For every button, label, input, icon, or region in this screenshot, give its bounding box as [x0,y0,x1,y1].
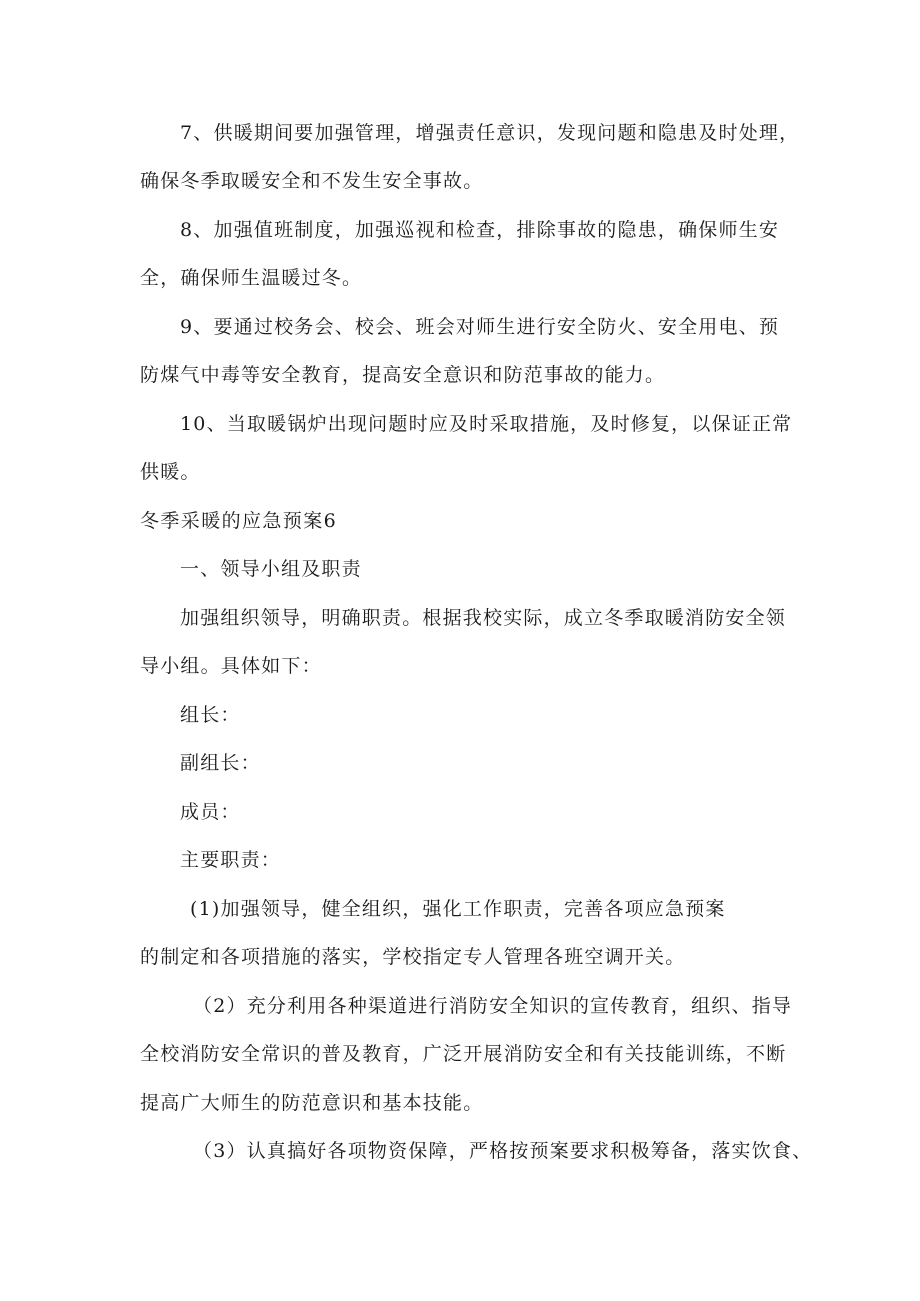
label-deputy-leader: 副组长： [180,752,261,774]
text-line-duty2-c: 提高广大师生的防范意识和基本技能。 [140,1092,484,1114]
label-members: 成员： [180,801,241,823]
text-line-duty2-a: （2）充分利用各种渠道进行消防安全知识的宣传教育，组织、指导 [193,995,793,1017]
label-main-duties: 主要职责： [180,849,282,871]
label-leader: 组长： [180,704,241,726]
text-line-duty3-a: （3）认真搞好各项物资保障，严格按预案要求积极筹备，落实饮食、 [193,1140,813,1162]
text-line-item7-a: 7、供暖期间要加强管理，增强责任意识，发现问题和隐患及时处理， [180,122,800,144]
text-line-item10-b: 供暖。 [140,461,201,483]
section-heading: 冬季采暖的应急预案6 [140,510,338,532]
text-line-intro-a: 加强组织领导，明确职责。根据我校实际，成立冬季取暖消防安全领 [180,607,787,629]
text-line-item10-a: 10、当取暖锅炉出现问题时应及时采取措施，及时修复，以保证正常 [180,413,793,435]
text-line-item7-b: 确保冬季取暖安全和不发生安全事故。 [140,170,484,192]
text-line-duty2-b: 全校消防安全常识的普及教育，广泛开展消防安全和有关技能训练，不断 [140,1043,787,1065]
text-line-duty1-b: 的制定和各项措施的落实，学校指定专人管理各班空调开关。 [140,946,686,968]
text-line-item9-a: 9、要通过校务会、校会、班会对师生进行安全防火、安全用电、预 [180,316,780,338]
text-line-item8-b: 全，确保师生温暖过冬。 [140,267,363,289]
subheading-leadership: 一、领导小组及职责 [180,558,362,580]
text-line-duty1-a: (1)加强领导，健全组织，强化工作职责，完善各项应急预案 [190,898,726,920]
text-line-item8-a: 8、加强值班制度，加强巡视和检查，排除事故的隐患，确保师生安 [180,219,780,241]
text-line-item9-b: 防煤气中毒等安全教育，提高安全意识和防范事故的能力。 [140,364,666,386]
text-line-intro-b: 导小组。具体如下： [140,655,322,677]
